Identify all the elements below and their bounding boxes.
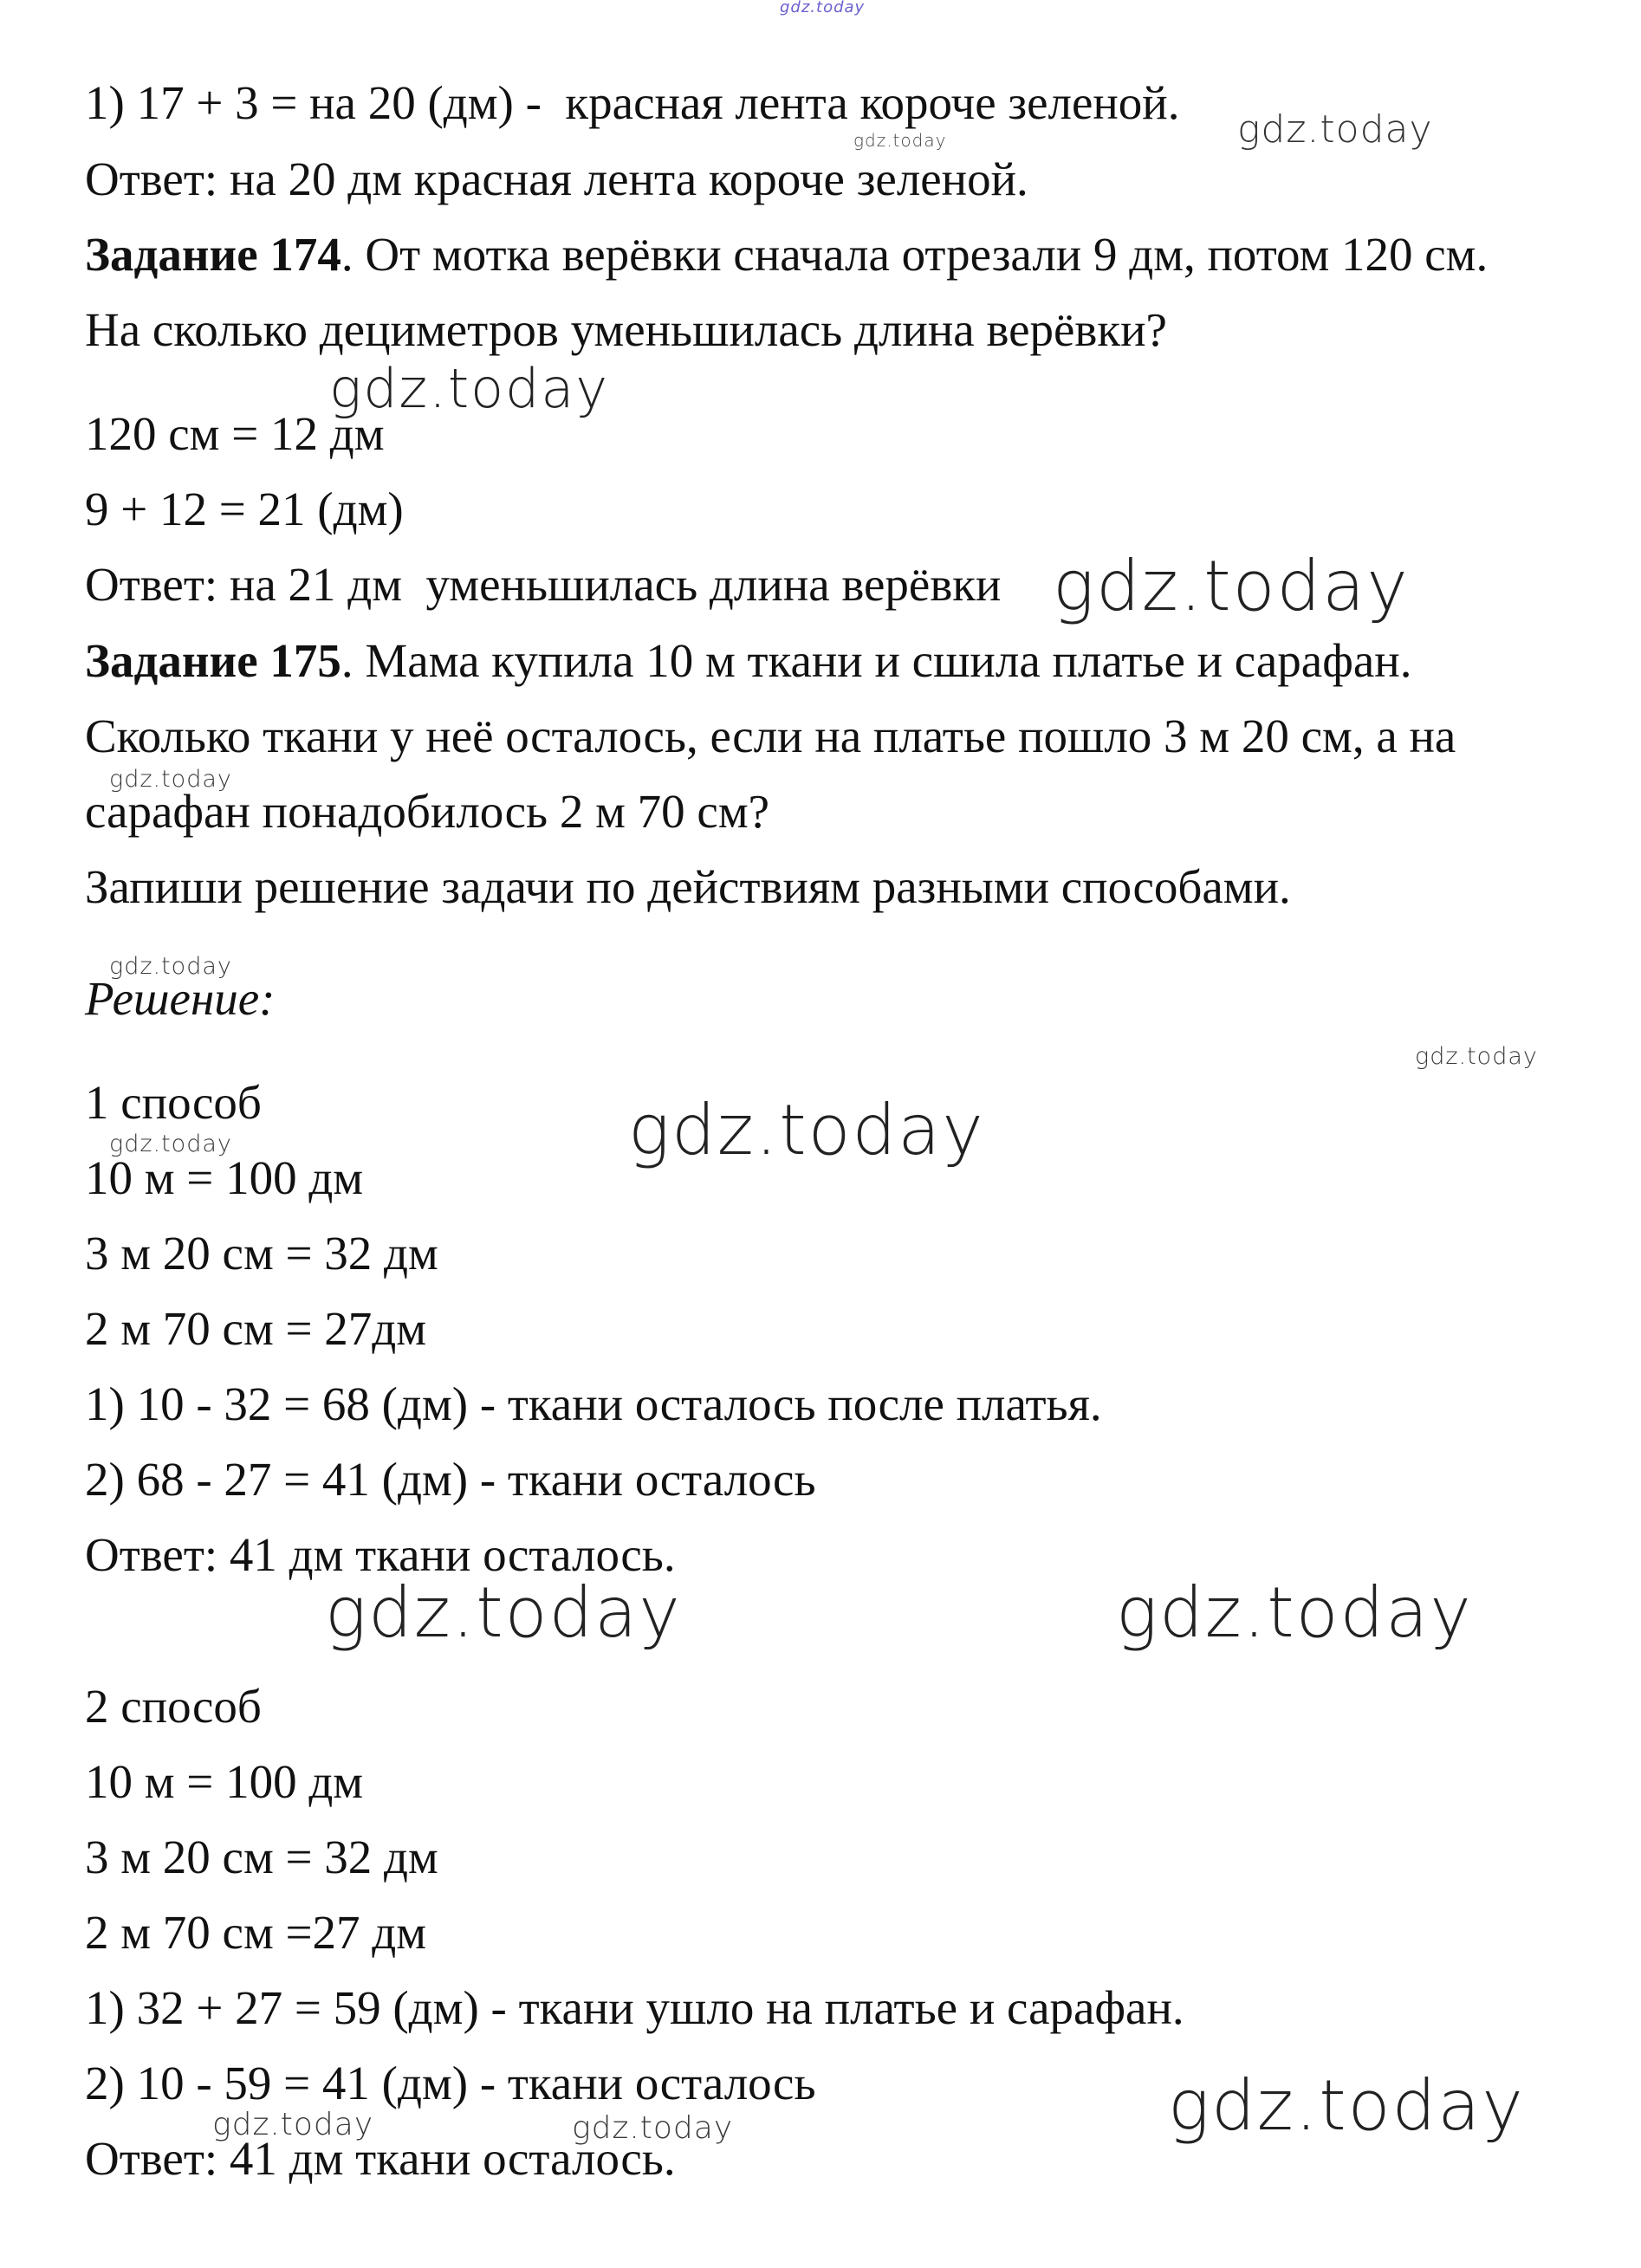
watermark: gdz.today	[1168, 2065, 1525, 2146]
method-2-step: 1) 32 + 27 = 59 (дм) - ткани ушло на платье и сарафан.	[85, 1981, 1184, 2034]
task-175-question-cont: сарафан понадобилось 2 м 70 см?	[85, 785, 770, 838]
watermark: gdz.today	[1116, 1572, 1473, 1653]
method-1-step: 2) 68 - 27 = 41 (дм) - ткани осталось	[85, 1453, 816, 1506]
watermark: gdz.today	[1053, 546, 1410, 626]
task-175-instruction: Запиши решение задачи по действиям разными способами.	[85, 860, 1291, 913]
task-175-statement	[85, 632, 1411, 690]
task-175-text: . Мама купила 10 м ткани и сшила платье и сарафан.	[341, 634, 1412, 687]
task-174-label: Задание 174	[85, 228, 341, 281]
method-1-line: 3 м 20 см = 32 дм	[85, 1227, 438, 1280]
watermark: gdz.today	[1237, 107, 1433, 152]
watermark: gdz.today	[109, 953, 232, 980]
task-173-answer: Ответ: на 20 дм красная лента короче зеленой.	[85, 152, 1028, 205]
task-174-question: На сколько дециметров уменьшилась длина верёвки?	[85, 303, 1167, 356]
watermark: gdz.today	[572, 2110, 734, 2146]
watermark: gdz.today	[329, 357, 610, 420]
method-1-line: 2 м 70 см = 27дм	[85, 1302, 427, 1355]
task-174-conversion: 120 см = 12 дм	[85, 407, 385, 460]
method-2-title: 2 способ	[85, 1680, 262, 1733]
watermark: gdz.today	[853, 130, 947, 151]
task-175-question: Сколько ткани у неё осталось, если на платье пошло 3 м 20 см, а на	[85, 710, 1456, 762]
method-2-line: 2 м 70 см =27 дм	[85, 1906, 427, 1959]
task-174-answer: Ответ: на 21 дм уменьшилась длина верёвки	[85, 558, 1002, 611]
watermark: gdz.today	[109, 766, 232, 793]
watermark: gdz.today	[1415, 1043, 1538, 1070]
watermark: gdz.today	[212, 2107, 374, 2142]
task-173-solution-line: 1) 17 + 3 = на 20 (дм) - красная лента короче зеленой.	[85, 76, 1180, 129]
watermark: gdz.today	[628, 1090, 985, 1170]
task-174-text: . От мотка верёвки сначала отрезали 9 дм, потом 120 см.	[341, 228, 1489, 281]
task-175-label: Задание 175	[85, 634, 341, 687]
task-174-calculation: 9 + 12 = 21 (дм)	[85, 483, 404, 535]
watermark: gdz.today	[325, 1572, 682, 1653]
watermark-top: gdz.today	[780, 0, 866, 16]
method-2-step: 2) 10 - 59 = 41 (дм) - ткани осталось	[85, 2057, 816, 2109]
method-1-line: 10 м = 100 дм	[85, 1151, 364, 1204]
method-1-step: 1) 10 - 32 = 68 (дм) - ткани осталось после платья.	[85, 1377, 1102, 1430]
watermark: gdz.today	[109, 1131, 232, 1157]
method-2-answer: Ответ: 41 дм ткани осталось.	[85, 2132, 676, 2185]
task-174-statement	[85, 226, 1488, 283]
method-1-answer: Ответ: 41 дм ткани осталось.	[85, 1528, 676, 1581]
method-2-line: 3 м 20 см = 32 дм	[85, 1831, 438, 1883]
method-1-title: 1 способ	[85, 1076, 262, 1129]
solution-heading: Решение:	[85, 972, 276, 1025]
method-2-line: 10 м = 100 дм	[85, 1755, 364, 1808]
